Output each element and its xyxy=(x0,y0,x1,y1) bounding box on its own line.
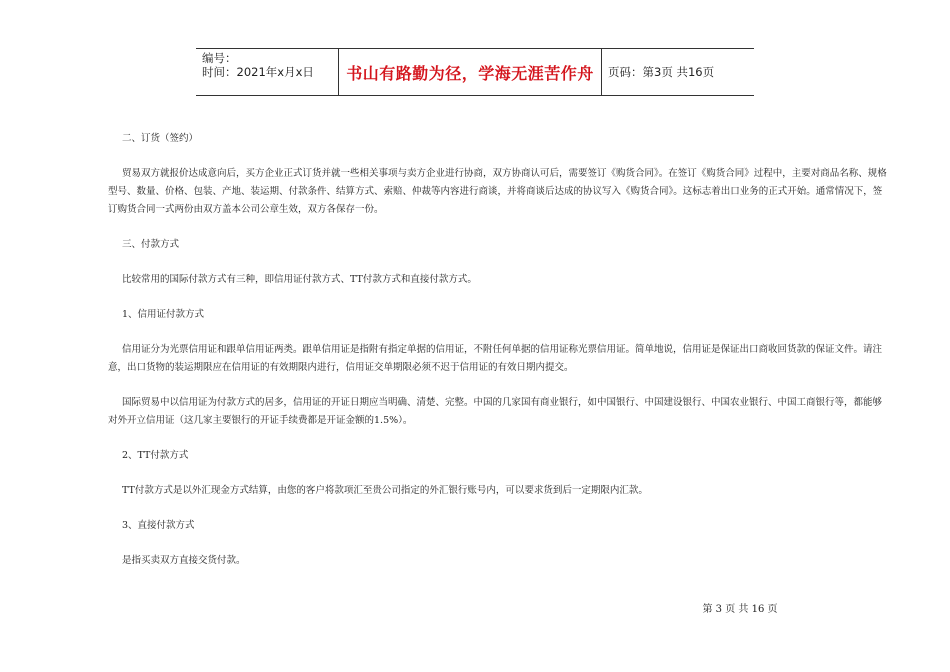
page-footer: 第 3 页 共 16 页 xyxy=(702,604,778,615)
time-label: 时间：2021年x月x日 xyxy=(202,65,314,79)
paragraph-lc-1: 信用证分为光票信用证和跟单信用证两类。跟单信用证是指附有指定单据的信用证，不附任何单据的信用证称光票信用证。简单地说，信用证是保证出口商收回货款的保证文件。请注意，出口货物的装运期限应在信用证的有效期限内进行，信用证交单期限必须不迟于信用证的有效日期内提交。 xyxy=(108,344,883,373)
paragraph-lc-2: 国际贸易中以信用证为付款方式的居多，信用证的开证日期应当明确、清楚、完整。中国的几家国有商业银行，如中国银行、中国建设银行、中国农业银行、中国工商银行等，都能够对外开立信用证（这几家主要银行的开证手续费都是开证金额的1.5%）。 xyxy=(108,397,883,426)
header-meta xyxy=(196,49,338,95)
heading-direct: 3、直接付款方式 xyxy=(122,520,195,531)
paragraph-tt: TT付款方式是以外汇现金方式结算，由您的客户将款项汇至贵公司指定的外汇银行账号内，可以要求货到后一定期限内汇款。 xyxy=(122,485,648,496)
number-label: 编号： xyxy=(202,51,237,65)
heading-tt: 2、TT付款方式 xyxy=(122,450,189,461)
heading-payment: 三、付款方式 xyxy=(122,239,180,250)
header-page-label: 页码：第3页 共16页 xyxy=(608,65,715,79)
heading-lc: 1、信用证付款方式 xyxy=(122,309,205,320)
paragraph-payment: 比较常用的国际付款方式有三种，即信用证付款方式、TT付款方式和直接付款方式。 xyxy=(122,274,477,285)
header-motto: 书山有路勤为径，学海无涯苦作舟 xyxy=(338,49,602,95)
page-header xyxy=(196,48,754,96)
document-body xyxy=(108,130,890,570)
paragraph-direct: 是指买卖双方直接交货付款。 xyxy=(122,555,246,566)
paragraph-order: 贸易双方就报价达成意向后，买方企业正式订货并就一些相关事项与卖方企业进行协商，双方协商认可后，需要签订《购货合同》。在签订《购货合同》过程中，主要对商品名称、规格型号、数量、价格、包装、产地、装运期、付款条件、结算方式、索赔、仲裁等内容进行商谈，并将商谈后达成的协议写入《购货合同》。这标志着出口业务的正式开始。通常情况下，签订购货合同一式两份由双方盖本公司公章生效，双方各保存一份。 xyxy=(108,168,887,215)
heading-order: 二、订货（签约） xyxy=(122,133,199,144)
